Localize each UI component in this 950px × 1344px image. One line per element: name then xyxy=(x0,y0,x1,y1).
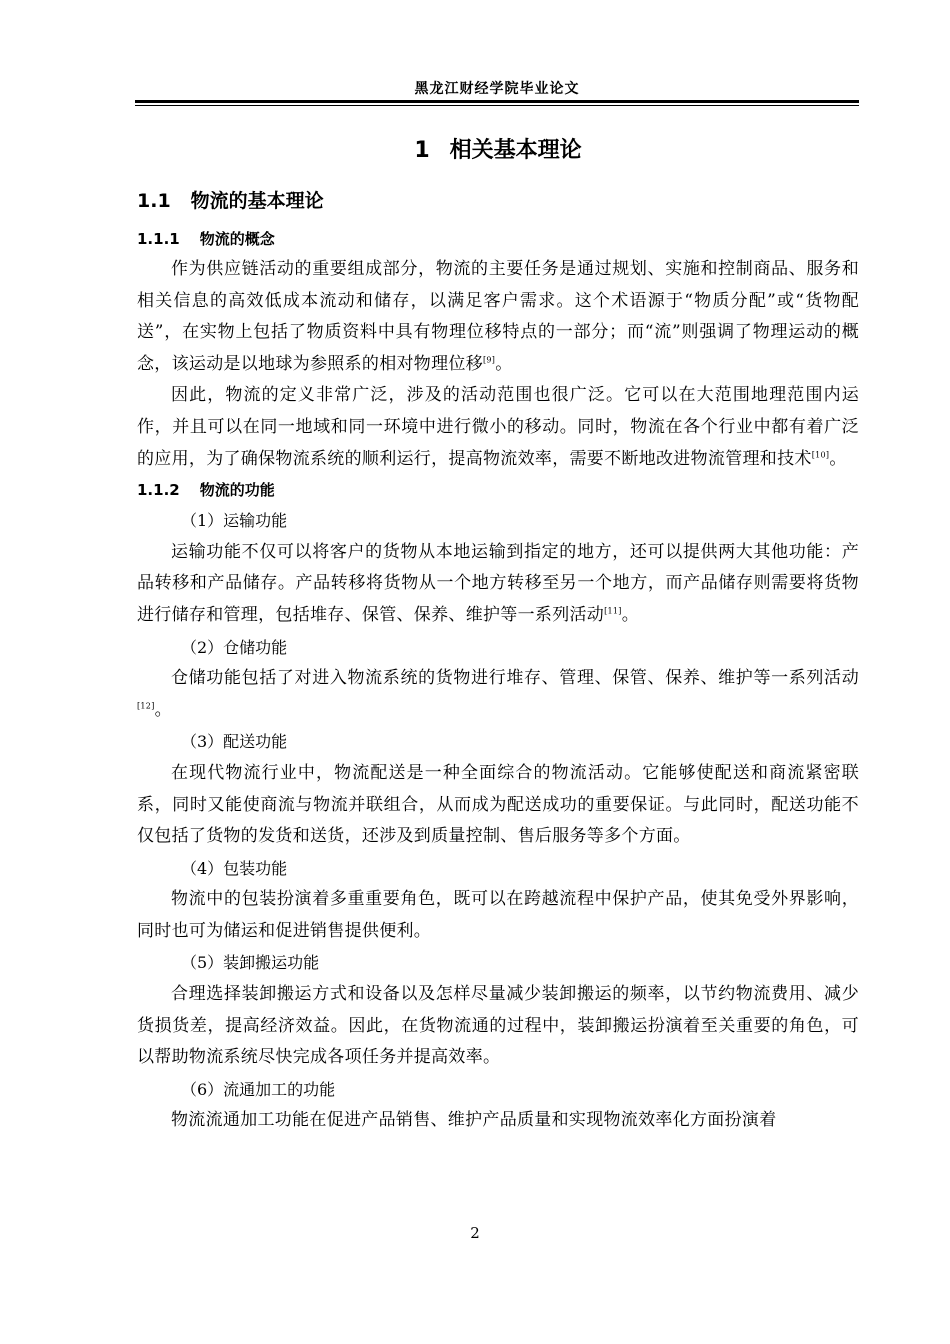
paragraph-end: 。 xyxy=(154,699,172,720)
item-heading-storage: （2）仓储功能 xyxy=(181,637,288,657)
paragraph-end: 。 xyxy=(621,604,640,625)
paragraph-packaging: 物流中的包装扮演着多重重要角色，既可以在跨越流程中保护产品，使其免受外界影响，同时也可为储运和促进销售提供便利。 xyxy=(137,889,859,941)
subsection-title-concept xyxy=(137,224,859,254)
page-number: 2 xyxy=(470,1224,480,1242)
header-rule-thick xyxy=(135,100,859,103)
item-heading-distribution: （3）配送功能 xyxy=(181,732,288,752)
paragraph-storage xyxy=(137,663,859,726)
citation-ref: [10] xyxy=(811,449,830,459)
body-content xyxy=(137,130,859,1137)
paragraph-concept-1 xyxy=(137,254,859,380)
item-heading-processing: （6）流通加工的功能 xyxy=(181,1079,336,1099)
paragraph-text: 作为供应链活动的重要组成部分，物流的主要任务是通过规划、实施和控制商品、服务和相关信息的高效低成本流动和储存，以满足客户需求。这个术语源于“物质分配”或“货物配送”，在实物上包括了物质资料中具有物理位移特点的一部分；而“流”则强调了物理运动的概念，该运动是以地球为参照系的相对物理位移 xyxy=(137,259,859,374)
paragraph-text: 运输功能不仅可以将客户的货物从本地运输到指定的地方，还可以提供两大其他功能：产品转移和产品储存。产品转移将货物从一个地方转移至另一个地方，而产品储存则需要将货物进行储存和管理，包括堆存、保管、保养、维护等一系列活动 xyxy=(137,541,859,625)
subsection-title-function xyxy=(137,475,859,505)
paragraph-handling: 合理选择装卸搬运方式和设备以及怎样尽量减少装卸搬运的频率，以节约物流费用、减少货损货差，提高经济效益。因此，在货物流通的过程中，装卸搬运扮演着至关重要的角色，可以帮助物流系统尽快完成各项任务并提高效率。 xyxy=(137,984,859,1068)
header-rule-thin xyxy=(135,105,859,106)
paragraph-concept-2 xyxy=(137,380,859,475)
paragraph-text: 因此，物流的定义非常广泛，涉及的活动范围也很广泛。它可以在大范围地理范围内运作，并且可以在同一地域和同一环境中进行微小的移动。同时，物流在各个行业中都有着广泛的应用，为了确保物流系统的顺利运行，提高物流效率，需要不断地改进物流管理和技术 xyxy=(137,385,859,469)
section-title xyxy=(137,172,859,224)
paragraph-text: 仓储功能包括了对进入物流系统的货物进行堆存、管理、保管、保养、维护等一系列活动 xyxy=(171,668,859,689)
item-heading-packaging: （4）包装功能 xyxy=(181,858,288,878)
subsection-title-text: 物流的功能 xyxy=(199,481,275,500)
item-heading-transport: （1）运输功能 xyxy=(181,511,288,531)
citation-ref: [12] xyxy=(137,701,155,711)
paragraph-distribution: 在现代物流行业中，物流配送是一种全面综合的物流活动。它能够使配送和商流紧密联系，同时又能使商流与物流并联组合，从而成为配送成功的重要保证。与此同时，配送功能不仅包括了货物的发货和送货，还涉及到质量控制、售后服务等多个方面。 xyxy=(137,762,859,847)
chapter-title xyxy=(137,130,859,172)
paragraph-end: 。 xyxy=(829,448,847,469)
citation-ref: [11] xyxy=(604,606,622,616)
subsection-title-text: 物流的概念 xyxy=(199,230,275,248)
subsection-number: 1.1.1 xyxy=(137,230,180,248)
section-number: 1.1 xyxy=(137,190,171,212)
item-heading-handling: （5）装卸搬运功能 xyxy=(181,953,320,973)
paragraph-transport xyxy=(137,537,859,632)
section-title-text: 物流的基本理论 xyxy=(190,190,324,212)
citation-ref: [9] xyxy=(483,355,496,365)
chapter-title-text: 相关基本理论 xyxy=(449,138,582,163)
running-header: 黑龙江财经学院毕业论文 xyxy=(414,81,580,97)
chapter-number: 1 xyxy=(414,138,430,163)
paragraph-processing: 物流流通加工功能在促进产品销售、维护产品质量和实现物流效率化方面扮演着 xyxy=(171,1110,777,1131)
paragraph-end: 。 xyxy=(495,353,513,374)
subsection-number: 1.1.2 xyxy=(137,481,180,500)
